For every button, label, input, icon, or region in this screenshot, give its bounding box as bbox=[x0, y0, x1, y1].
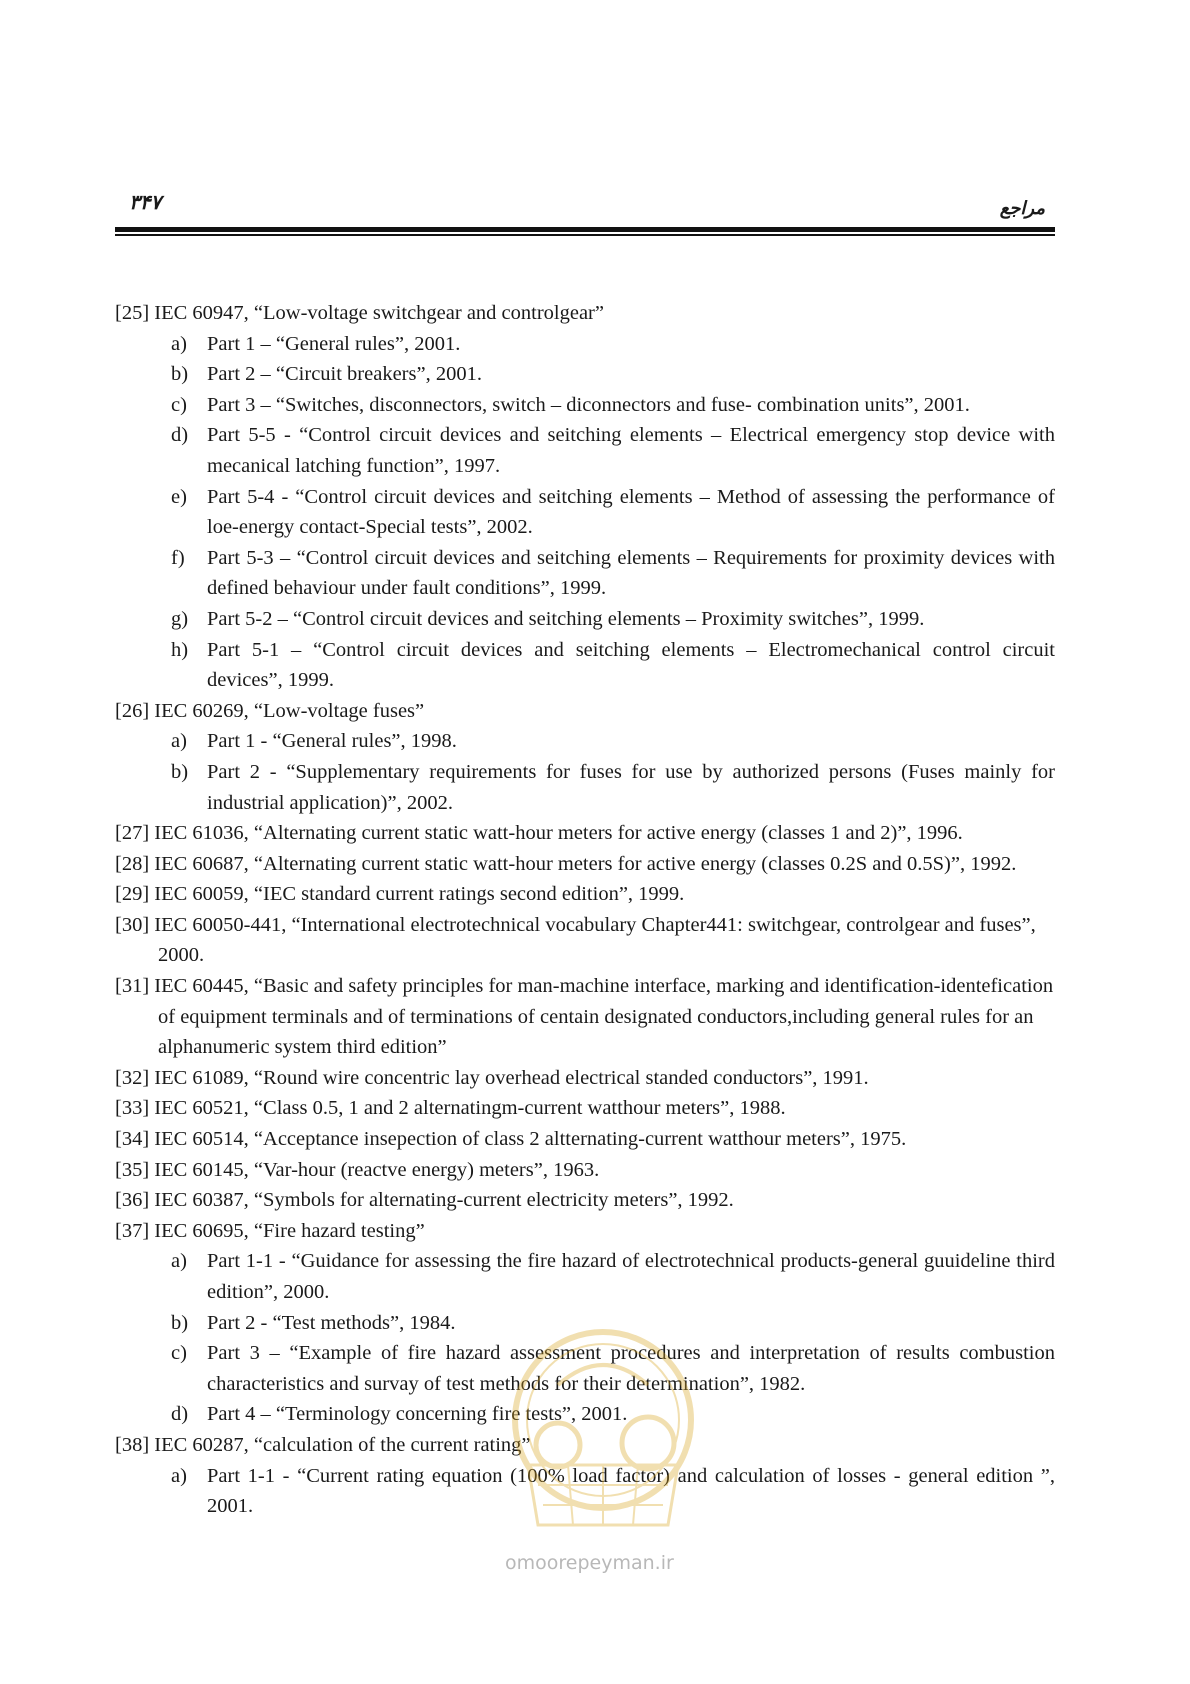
reference-entry: [38] IEC 60287, “calculation of the current rating” bbox=[115, 1433, 531, 1456]
header-rule-thin bbox=[115, 234, 1055, 236]
sub-item-text: Part 1-1 - “Current rating equation (100% load factor) and calculation of losses - general edition ”, 2001. bbox=[207, 1464, 1055, 1518]
sub-item-label: b) bbox=[171, 1311, 189, 1334]
reference-sub-item bbox=[115, 757, 1055, 818]
chapter-title: مراجع bbox=[999, 198, 1045, 219]
reference-entry: [29] IEC 60059, “IEC standard current ratings second edition”, 1999. bbox=[115, 883, 685, 906]
sub-item-label: a) bbox=[171, 1250, 187, 1273]
reference-sub-item bbox=[115, 1399, 1055, 1430]
header-rule-thick bbox=[115, 227, 1055, 232]
sub-item-text: Part 3 – “Example of fire hazard assessment procedures and interpretation of results combustion characteristics and survay of test methods for their determination”, 1982. bbox=[207, 1342, 1055, 1395]
sub-item-label: d) bbox=[171, 424, 189, 447]
reference-entry: [33] IEC 60521, “Class 0.5, 1 and 2 alternatingm-current watthour meters”, 1988. bbox=[115, 1097, 786, 1120]
reference-sub-item bbox=[115, 1308, 1055, 1339]
sub-item-text: Part 1-1 - “Guidance for assessing the fire hazard of electrotechnical products-general guuideline third edition”, 2000. bbox=[207, 1250, 1055, 1303]
sub-item-label: c) bbox=[171, 1342, 187, 1365]
reference-entry: [26] IEC 60269, “Low-voltage fuses” bbox=[115, 699, 425, 722]
reference-sub-item bbox=[115, 543, 1055, 604]
reference-entry: [36] IEC 60387, “Symbols for alternating-current electricity meters”, 1992. bbox=[115, 1189, 734, 1212]
page-header bbox=[115, 190, 1055, 230]
sub-item-text: Part 2 - “Supplementary requirements for fuses for use by authorized persons (Fuses mainly for industrial application)”, 2002. bbox=[207, 760, 1055, 814]
sub-item-label: c) bbox=[171, 393, 187, 416]
reference-sub-item bbox=[115, 1461, 1055, 1522]
sub-item-label: d) bbox=[171, 1403, 189, 1426]
reference-entry: [32] IEC 61089, “Round wire concentric lay overhead electrical standed conductors”, 1991. bbox=[115, 1066, 869, 1089]
sub-item-label: e) bbox=[171, 485, 187, 508]
sub-item-text: Part 5-2 – “Control circuit devices and seitching elements – Proximity switches”, 1999. bbox=[207, 607, 925, 630]
reference-sub-item bbox=[115, 420, 1055, 481]
sub-item-label: a) bbox=[171, 730, 187, 753]
sub-item-text: Part 5-5 - “Control circuit devices and seitching elements – Electrical emergency stop device with mecanical latching function”, 1997. bbox=[207, 424, 1055, 477]
sub-item-text: Part 4 – “Terminology concerning fire tests”, 2001. bbox=[207, 1403, 628, 1426]
sub-item-text: Part 5-1 – “Control circuit devices and seitching elements – Electromechanical control circuit devices”, 1999. bbox=[207, 638, 1055, 692]
sub-item-text: Part 5-3 – “Control circuit devices and seitching elements – Requirements for proximity devices with defined behaviour under fault conditions”, 1999. bbox=[207, 546, 1055, 600]
references-list bbox=[115, 298, 1055, 1522]
reference-sub-item bbox=[115, 359, 1055, 390]
sub-item-label: a) bbox=[171, 332, 187, 355]
reference-entry: [27] IEC 61036, “Alternating current static watt-hour meters for active energy (classes 1 and 2)”, 1996. bbox=[115, 822, 963, 845]
reference-entry: [35] IEC 60145, “Var-hour (reactve energy) meters”, 1963. bbox=[115, 1158, 600, 1181]
sub-item-label: a) bbox=[171, 1464, 187, 1487]
page-number: ۳۴۷ bbox=[129, 190, 162, 214]
watermark-site-text: omoorepeyman.ir bbox=[505, 1552, 674, 1574]
reference-sub-item bbox=[115, 635, 1055, 696]
sub-item-text: Part 3 – “Switches, disconnectors, switch – diconnectors and fuse- combination units”, 2001. bbox=[207, 393, 970, 416]
reference-sub-item bbox=[115, 329, 1055, 360]
reference-entry: [37] IEC 60695, “Fire hazard testing” bbox=[115, 1219, 425, 1242]
sub-item-label: b) bbox=[171, 363, 189, 386]
reference-entry: [25] IEC 60947, “Low-voltage switchgear and controlgear” bbox=[115, 302, 604, 324]
reference-sub-item bbox=[115, 1246, 1055, 1307]
reference-sub-item bbox=[115, 482, 1055, 543]
reference-sub-item bbox=[115, 726, 1055, 757]
sub-item-text: Part 2 - “Test methods”, 1984. bbox=[207, 1311, 456, 1334]
sub-item-text: Part 5-4 - “Control circuit devices and seitching elements – Method of assessing the performance of loe-energy contact-Special tests”, 2002. bbox=[207, 485, 1055, 539]
reference-entry: [30] IEC 60050-441, “International electrotechnical vocabulary Chapter441: switchgear, controlgear and fuses”, 2000. bbox=[115, 913, 1036, 967]
sub-item-label: h) bbox=[171, 638, 189, 661]
sub-item-text: Part 1 - “General rules”, 1998. bbox=[207, 730, 457, 753]
reference-sub-item bbox=[115, 1338, 1055, 1399]
sub-item-label: f) bbox=[171, 546, 185, 569]
sub-item-label: b) bbox=[171, 760, 189, 783]
sub-item-label: g) bbox=[171, 607, 189, 630]
reference-sub-item bbox=[115, 604, 1055, 635]
reference-entry: [28] IEC 60687, “Alternating current static watt-hour meters for active energy (classes 0.2S and 0.5S)”, 1992. bbox=[115, 852, 1017, 875]
sub-item-text: Part 2 – “Circuit breakers”, 2001. bbox=[207, 363, 482, 386]
reference-sub-item bbox=[115, 390, 1055, 421]
sub-item-text: Part 1 – “General rules”, 2001. bbox=[207, 332, 461, 355]
reference-entry: [34] IEC 60514, “Acceptance insepection of class 2 altternating-current watthour meters”, 1975. bbox=[115, 1128, 907, 1151]
reference-entry: [31] IEC 60445, “Basic and safety principles for man-machine interface, marking and identification-identefication of equipment terminals and of terminations of centain designated conductors,including general rules for an alphanumeric system third edition” bbox=[115, 975, 1054, 1059]
